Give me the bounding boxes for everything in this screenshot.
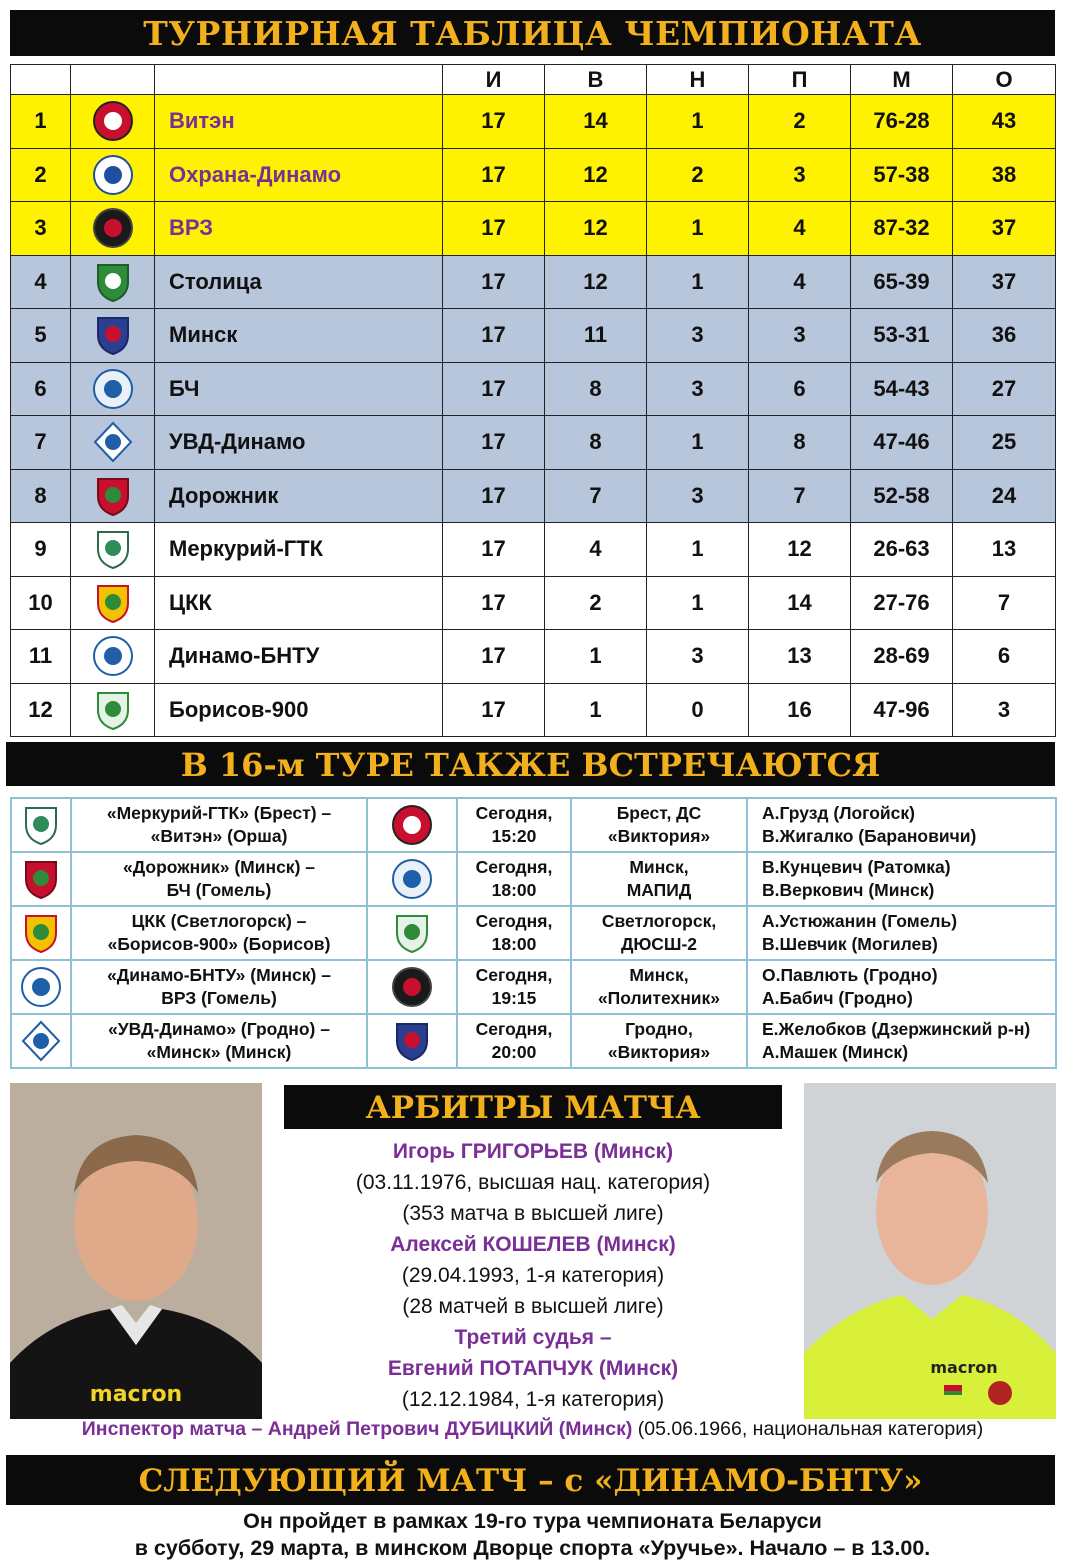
standings-table (10, 64, 1056, 737)
bch-crest-icon (390, 857, 434, 901)
fixture-referee-1: Е.Желобков (Дзержинский р-н) (762, 1019, 1031, 1039)
team-played: 17 (443, 148, 545, 202)
team-position: 6 (11, 362, 71, 416)
team-crest (71, 416, 155, 470)
fixture-away-crest (367, 852, 457, 906)
uvd-dinamo-crest-icon (19, 1019, 63, 1063)
team-points: 38 (953, 148, 1056, 202)
inspector-name: Инспектор матча – Андрей Петрович ДУБИЦКИЙ (Минск) (81, 1418, 633, 1440)
team-goals: 57-38 (851, 148, 953, 202)
team-crest (71, 630, 155, 684)
team-played: 17 (443, 95, 545, 149)
fixture-venue-line-1: Минск, (629, 857, 689, 877)
fixture-teams (71, 960, 367, 1014)
team-lost: 16 (749, 683, 851, 737)
fixture-time: 20:00 (491, 1042, 537, 1062)
fixture-referee-2: А.Машек (Минск) (762, 1042, 909, 1062)
team-goals: 27-76 (851, 576, 953, 630)
fixture-away-crest (367, 1014, 457, 1068)
photo-right-shirt-text: macron (930, 1358, 998, 1377)
standings-row (11, 630, 1056, 684)
fixture-row (11, 852, 1056, 906)
fixtures-table (10, 797, 1057, 1069)
fixture-date-line-1: Сегодня, (475, 965, 553, 985)
fixture-date (457, 1014, 571, 1068)
team-goals: 53-31 (851, 309, 953, 363)
team-points: 25 (953, 416, 1056, 470)
team-crest (71, 202, 155, 256)
team-points: 37 (953, 255, 1056, 309)
standings-row (11, 523, 1056, 577)
team-lost: 2 (749, 95, 851, 149)
fixture-date-line-1: Сегодня, (475, 911, 553, 931)
fixture-home-crest (11, 960, 71, 1014)
fixture-date-line-1: Сегодня, (475, 1019, 553, 1039)
fixture-teams-line-1: «УВД-Динамо» (Гродно) – (108, 1019, 330, 1039)
team-position: 7 (11, 416, 71, 470)
referee-3-name: Евгений ПОТАПЧУК (Минск) (387, 1357, 679, 1380)
fixture-teams (71, 852, 367, 906)
team-goals: 65-39 (851, 255, 953, 309)
team-played: 17 (443, 630, 545, 684)
fixture-referees (747, 1014, 1056, 1068)
team-won: 11 (545, 309, 647, 363)
team-won: 2 (545, 576, 647, 630)
fixture-referee-1: А.Грузд (Логойск) (762, 803, 916, 823)
fixture-teams-line-2: «Витэн» (Орша) (150, 826, 288, 846)
fixture-teams-line-1: «Дорожник» (Минск) – (123, 857, 315, 877)
fixture-venue-line-2: «Виктория» (607, 826, 711, 846)
standings-header-row (11, 65, 1056, 95)
fixture-referees (747, 798, 1056, 852)
standings-row (11, 576, 1056, 630)
team-drawn: 1 (647, 95, 749, 149)
tskk-crest-icon (19, 911, 63, 955)
team-won: 8 (545, 416, 647, 470)
fixture-teams-line-1: «Динамо-БНТУ» (Минск) – (107, 965, 331, 985)
round-title: В 16-м ТУРЕ ТАКЖЕ ВСТРЕЧАЮТСЯ (6, 742, 1055, 786)
dinamo-bntu-crest-icon (91, 634, 135, 678)
fixture-home-crest (11, 1014, 71, 1068)
header-drawn: Н (647, 65, 749, 95)
team-goals: 47-46 (851, 416, 953, 470)
referee-1-name: Игорь ГРИГОРЬЕВ (Минск) (392, 1140, 674, 1163)
team-goals: 26-63 (851, 523, 953, 577)
fixture-row (11, 906, 1056, 960)
referee-right-figure-icon (804, 1083, 1056, 1419)
team-lost: 6 (749, 362, 851, 416)
team-won: 1 (545, 683, 647, 737)
standings-row (11, 202, 1056, 256)
fixture-time: 18:00 (491, 880, 537, 900)
team-crest (71, 576, 155, 630)
team-crest (71, 362, 155, 416)
fixture-venue (571, 1014, 747, 1068)
team-crest (71, 95, 155, 149)
tskk-crest-icon (91, 581, 135, 625)
header-team (155, 65, 443, 95)
fixture-time: 19:15 (491, 988, 537, 1008)
team-drawn: 1 (647, 576, 749, 630)
fixture-referees (747, 852, 1056, 906)
vitebsk-crest-icon (91, 99, 135, 143)
team-goals: 52-58 (851, 469, 953, 523)
vrz-crest-icon (91, 206, 135, 250)
team-lost: 3 (749, 309, 851, 363)
standings-title: ТУРНИРНАЯ ТАБЛИЦА ЧЕМПИОНАТА (10, 10, 1055, 56)
fixture-teams-line-2: «Минск» (Минск) (146, 1042, 292, 1062)
header-points: О (953, 65, 1056, 95)
team-crest (71, 523, 155, 577)
team-lost: 4 (749, 202, 851, 256)
fixture-row (11, 960, 1056, 1014)
team-goals: 54-43 (851, 362, 953, 416)
fixture-teams-line-2: ВРЗ (Гомель) (161, 988, 277, 1008)
team-drawn: 1 (647, 202, 749, 256)
vitebsk-crest-icon (390, 803, 434, 847)
team-lost: 3 (749, 148, 851, 202)
team-lost: 13 (749, 630, 851, 684)
referee-2-name: Алексей КОШЕЛЕВ (Минск) (390, 1233, 676, 1256)
team-name: Борисов-900 (155, 683, 443, 737)
team-position: 11 (11, 630, 71, 684)
merkuriy-crest-icon (19, 803, 63, 847)
fixture-referees (747, 960, 1056, 1014)
fixture-teams-line-2: «Борисов-900» (Борисов) (107, 934, 331, 954)
team-goals: 87-32 (851, 202, 953, 256)
fixture-referee-1: О.Павлють (Гродно) (762, 965, 938, 985)
team-position: 8 (11, 469, 71, 523)
standings-row (11, 309, 1056, 363)
team-points: 36 (953, 309, 1056, 363)
photo-left-shirt-text: macron (89, 1382, 183, 1407)
team-goals: 76-28 (851, 95, 953, 149)
referee-2-info: (29.04.1993, 1-я категория) (401, 1264, 665, 1287)
inspector-info: (05.06.1966, национальная категория) (637, 1418, 984, 1440)
fixture-teams (71, 1014, 367, 1068)
borisov-crest-icon (91, 688, 135, 732)
fixture-row (11, 798, 1056, 852)
fixture-teams (71, 906, 367, 960)
fixture-home-crest (11, 852, 71, 906)
fixture-venue-line-1: Светлогорск, (601, 911, 717, 931)
team-played: 17 (443, 309, 545, 363)
team-played: 17 (443, 469, 545, 523)
team-points: 6 (953, 630, 1056, 684)
fixture-venue-line-2: ДЮСШ-2 (620, 934, 698, 954)
fixture-home-crest (11, 906, 71, 960)
standings-row (11, 148, 1056, 202)
fixture-referee-2: В.Веркович (Минск) (762, 880, 935, 900)
referee-photo-left (10, 1083, 262, 1419)
team-drawn: 1 (647, 416, 749, 470)
team-position: 12 (11, 683, 71, 737)
fixture-venue-line-1: Минск, (629, 965, 689, 985)
team-lost: 12 (749, 523, 851, 577)
fixture-venue-line-2: «Виктория» (607, 1042, 711, 1062)
team-won: 1 (545, 630, 647, 684)
team-name: Витэн (155, 95, 443, 149)
minsk-crest-icon (91, 313, 135, 357)
team-lost: 7 (749, 469, 851, 523)
team-name: Охрана-Динамо (155, 148, 443, 202)
team-goals: 28-69 (851, 630, 953, 684)
fixture-referees (747, 906, 1056, 960)
team-played: 17 (443, 362, 545, 416)
team-name: Столица (155, 255, 443, 309)
fixture-time: 15:20 (491, 826, 537, 846)
team-goals: 47-96 (851, 683, 953, 737)
referees-list (284, 1136, 782, 1415)
team-played: 17 (443, 523, 545, 577)
team-position: 3 (11, 202, 71, 256)
fixture-time: 18:00 (491, 934, 537, 954)
fixture-teams-line-2: БЧ (Гомель) (166, 880, 272, 900)
fixture-teams-line-1: «Меркурий-ГТК» (Брест) – (106, 803, 332, 823)
okhrana-dinamo-crest-icon (91, 153, 135, 197)
team-drawn: 2 (647, 148, 749, 202)
fixture-referee-2: А.Бабич (Гродно) (762, 988, 913, 1008)
fixture-referee-2: В.Жигалко (Барановичи) (762, 826, 977, 846)
referee-photo-right (804, 1083, 1056, 1419)
team-crest (71, 469, 155, 523)
team-points: 3 (953, 683, 1056, 737)
minsk-crest-icon (390, 1019, 434, 1063)
team-position: 10 (11, 576, 71, 630)
team-position: 9 (11, 523, 71, 577)
standings-row (11, 416, 1056, 470)
fixture-teams-line-1: ЦКК (Светлогорск) – (131, 911, 307, 931)
uvd-dinamo-crest-icon (91, 420, 135, 464)
fixture-teams (71, 798, 367, 852)
referee-3-role: Третий судья – (454, 1326, 612, 1349)
team-name: ВРЗ (155, 202, 443, 256)
bch-crest-icon (91, 367, 135, 411)
fixture-date-line-1: Сегодня, (475, 803, 553, 823)
team-lost: 4 (749, 255, 851, 309)
merkuriy-crest-icon (91, 527, 135, 571)
fixture-away-crest (367, 960, 457, 1014)
fixture-venue-line-2: МАПИД (626, 880, 692, 900)
team-played: 17 (443, 576, 545, 630)
standings-row (11, 362, 1056, 416)
team-drawn: 0 (647, 683, 749, 737)
team-name: БЧ (155, 362, 443, 416)
fixture-date (457, 960, 571, 1014)
team-won: 8 (545, 362, 647, 416)
team-lost: 8 (749, 416, 851, 470)
referee-left-figure-icon (10, 1083, 262, 1419)
team-points: 7 (953, 576, 1056, 630)
team-won: 12 (545, 255, 647, 309)
team-won: 12 (545, 148, 647, 202)
next-match-info (10, 1508, 1055, 1562)
dorozhnik-crest-icon (91, 474, 135, 518)
fixture-home-crest (11, 798, 71, 852)
team-won: 14 (545, 95, 647, 149)
team-position: 4 (11, 255, 71, 309)
fixture-referee-1: А.Устюжанин (Гомель) (762, 911, 958, 931)
team-crest (71, 683, 155, 737)
team-drawn: 3 (647, 309, 749, 363)
header-goals: М (851, 65, 953, 95)
header-crest (71, 65, 155, 95)
fixture-date-line-1: Сегодня, (475, 857, 553, 877)
referee-1-info: (03.11.1976, высшая нац. категория) (355, 1171, 711, 1194)
fixture-venue-line-1: Гродно, (625, 1019, 693, 1039)
team-crest (71, 309, 155, 363)
team-name: УВД-Динамо (155, 416, 443, 470)
team-position: 5 (11, 309, 71, 363)
team-points: 43 (953, 95, 1056, 149)
standings-row (11, 95, 1056, 149)
team-played: 17 (443, 202, 545, 256)
team-drawn: 3 (647, 362, 749, 416)
team-lost: 14 (749, 576, 851, 630)
referee-2-matches: (28 матчей в высшей лиге) (402, 1295, 664, 1318)
team-won: 4 (545, 523, 647, 577)
referee-1-matches: (353 матча в высшей лиге) (402, 1202, 664, 1225)
header-played: И (443, 65, 545, 95)
fixture-date (457, 798, 571, 852)
fixture-date (457, 906, 571, 960)
fixture-away-crest (367, 906, 457, 960)
team-played: 17 (443, 683, 545, 737)
header-lost: П (749, 65, 851, 95)
team-name: Меркурий-ГТК (155, 523, 443, 577)
team-drawn: 3 (647, 469, 749, 523)
next-match-line-1: Он пройдет в рамках 19-го тура чемпионата Беларуси (243, 1509, 822, 1533)
team-played: 17 (443, 255, 545, 309)
fixture-referee-2: В.Шевчик (Могилев) (762, 934, 938, 954)
vrz-crest-icon (390, 965, 434, 1009)
team-drawn: 1 (647, 523, 749, 577)
dinamo-bntu-crest-icon (19, 965, 63, 1009)
team-name: Динамо-БНТУ (155, 630, 443, 684)
team-drawn: 3 (647, 630, 749, 684)
fixture-venue (571, 852, 747, 906)
team-crest (71, 255, 155, 309)
inspector (10, 1418, 1055, 1441)
team-points: 27 (953, 362, 1056, 416)
team-crest (71, 148, 155, 202)
referee-3-info: (12.12.1984, 1-я категория) (401, 1388, 665, 1411)
fixture-referee-1: В.Кунцевич (Ратомка) (762, 857, 951, 877)
standings-row (11, 683, 1056, 737)
team-played: 17 (443, 416, 545, 470)
referees-title: АРБИТРЫ МАТЧА (284, 1085, 782, 1129)
team-name: Дорожник (155, 469, 443, 523)
team-position: 2 (11, 148, 71, 202)
next-match-line-2: в субботу, 29 марта, в минском Дворце спорта «Уручье». Начало – в 13.00. (134, 1536, 931, 1560)
fixture-venue-line-2: «Политехник» (597, 988, 721, 1008)
team-name: Минск (155, 309, 443, 363)
team-position: 1 (11, 95, 71, 149)
stolitsa-crest-icon (91, 260, 135, 304)
borisov-crest-icon (390, 911, 434, 955)
team-points: 24 (953, 469, 1056, 523)
fixture-row (11, 1014, 1056, 1068)
header-won: В (545, 65, 647, 95)
standings-row (11, 255, 1056, 309)
team-points: 13 (953, 523, 1056, 577)
standings-row (11, 469, 1056, 523)
team-won: 12 (545, 202, 647, 256)
next-match-title: СЛЕДУЮЩИЙ МАТЧ – с «ДИНАМО-БНТУ» (6, 1455, 1055, 1505)
fixture-venue (571, 906, 747, 960)
team-points: 37 (953, 202, 1056, 256)
fixture-date (457, 852, 571, 906)
fixture-venue (571, 960, 747, 1014)
team-drawn: 1 (647, 255, 749, 309)
fixture-away-crest (367, 798, 457, 852)
header-pos (11, 65, 71, 95)
team-name: ЦКК (155, 576, 443, 630)
team-won: 7 (545, 469, 647, 523)
dorozhnik-crest-icon (19, 857, 63, 901)
fixture-venue (571, 798, 747, 852)
fixture-venue-line-1: Брест, ДС (616, 803, 702, 823)
